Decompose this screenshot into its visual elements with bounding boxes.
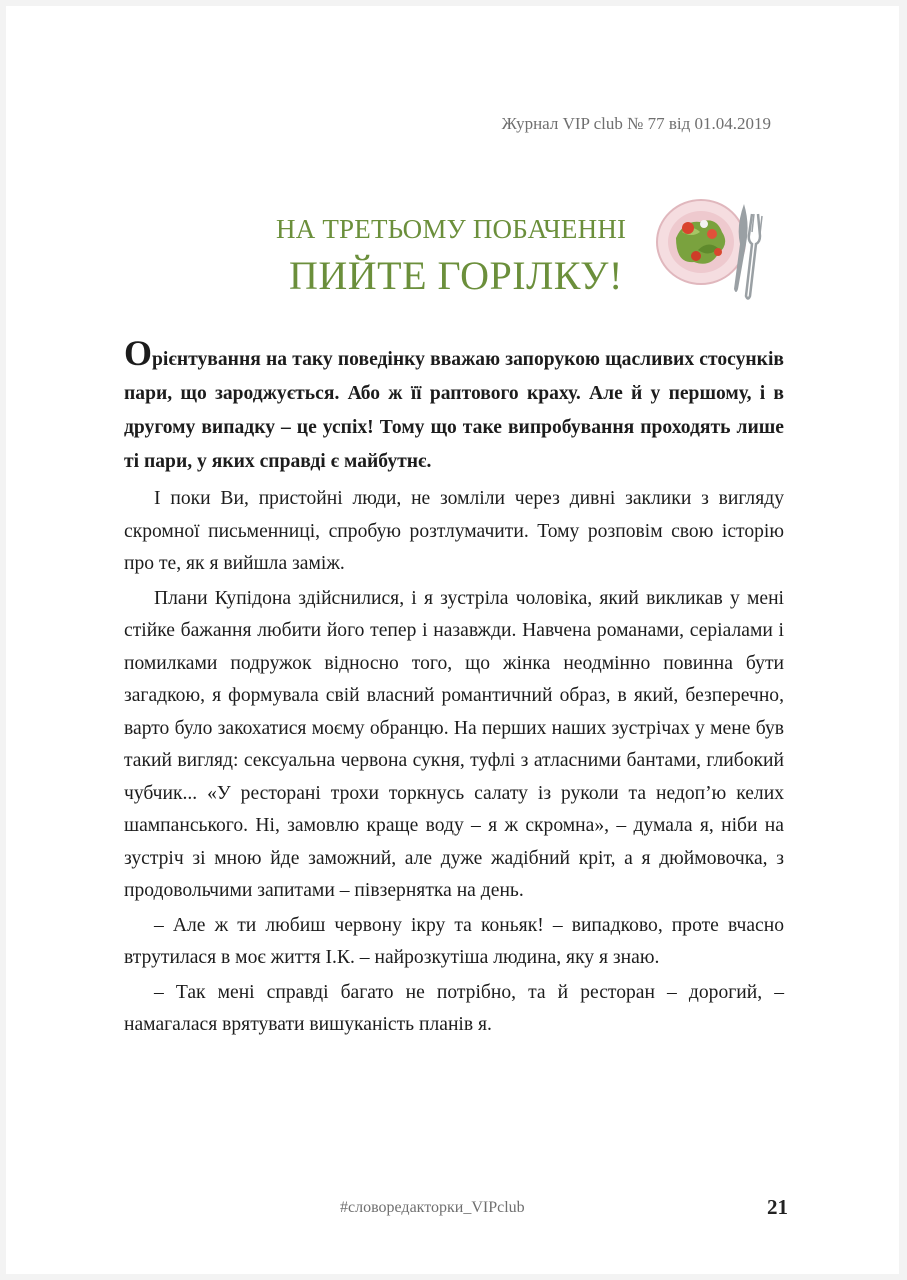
page-number: 21 [767, 1195, 788, 1219]
paragraph-3: – Але ж ти любиш червону ікру та коньяк! – випадково, проте вчасно втрутилася в моє життя І.К. – найрозкутіша людина, яку я знаю. [124, 914, 784, 968]
title-line-1: НА ТРЕТЬОМУ ПОБАЧЕННІ [276, 214, 627, 244]
salad-plate-fork-icon [646, 194, 776, 304]
footer-hashtag: #словоредакторки_VIPclub [340, 1199, 525, 1216]
lead-text: рієнтування на таку поведінку вважаю запорукою щасливих стосунків пари, що зароджується. Або ж її раптового краху. Але й у першому, і в другому випадку – це успіх! Тому що таке випробування проходять лише ті пари, у яких справді є майбутнє. [124, 349, 784, 472]
lead-paragraph [124, 333, 784, 479]
paragraph-4: – Так мені справді багато не потрібно, та й ресторан – дорогий, – намагалася врятувати вишуканість планів я. [124, 981, 784, 1035]
paragraph-1: І поки Ви, пристойні люди, не зомліли через дивні заклики з вигляду скромної письменниці, спробую розтлумачити. Тому розповім свою історію про те, як я вийшла заміж. [124, 488, 784, 574]
drop-cap: О [124, 333, 153, 373]
journal-header: Журнал VIP club № 77 від 01.04.2019 [501, 114, 771, 133]
title-line-2: ПИЙТЕ ГОРІЛКУ! [289, 253, 623, 298]
paragraph-2: Плани Купідона здійснилися, і я зустріла чоловіка, який викликав у мені стійке бажання любити його тепер і назавжди. Навчена романами, серіалами і помилками подружок відносно того, що жінка неодмінно повинна бути загадкою, я формувала свій власний романтичний образ, в який, безперечно, варто було закохатися моєму обранцю. На перших наших зустрічах у мене був такий вигляд: сексуальна червона сукня, туфлі з атласними бантами, глибокий чубчик... «У ресторані трохи торкнусь салату із руколи та недоп’ю келих шампанського. Ні, замовлю краще воду – я ж скромна», – думала я, ніби на зустріч зі мною йде заможний, але дуже жадібний кріт, а я дюймовочка, з продовольчими запитами – півзернятка на день. [124, 587, 784, 901]
page [6, 6, 899, 1274]
article-body [124, 333, 784, 1042]
